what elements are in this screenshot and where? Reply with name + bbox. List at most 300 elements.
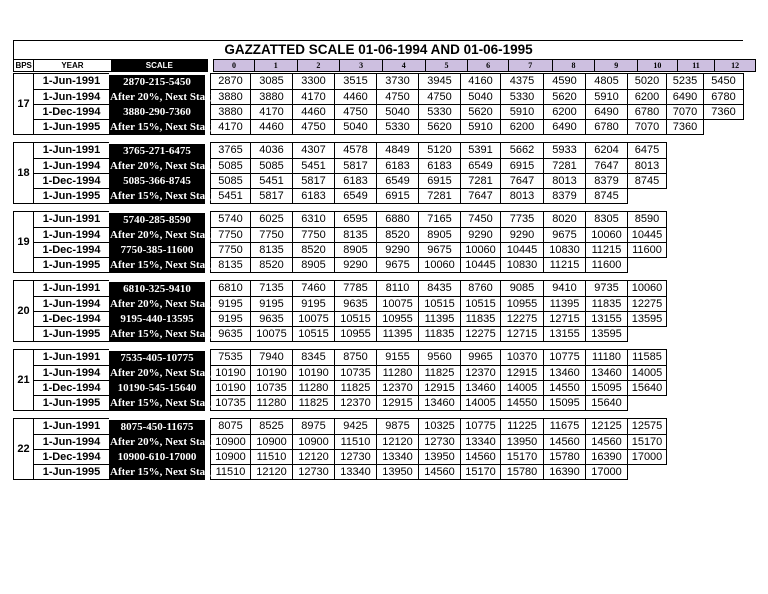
stage-value: 7281 <box>461 174 501 189</box>
empty-cell <box>704 435 744 450</box>
stage-value: 5040 <box>335 120 377 135</box>
stage-value: 10775 <box>544 350 586 366</box>
stage-value: 12275 <box>461 327 501 342</box>
table-row <box>14 297 744 312</box>
empty-cell <box>667 366 704 381</box>
stage-value: 13155 <box>586 312 628 327</box>
stage-value: 7360 <box>667 120 704 135</box>
stage-value: 4849 <box>377 143 419 159</box>
stage-value: 10955 <box>501 297 544 312</box>
stage-value: 4460 <box>293 105 335 120</box>
stage-value: 9155 <box>377 350 419 366</box>
stage-value: 6204 <box>586 143 628 159</box>
stage-value: 3515 <box>335 74 377 90</box>
header-stage-0: 0 <box>214 60 255 72</box>
empty-cell <box>704 120 744 135</box>
stage-value: 8013 <box>628 159 667 174</box>
stage-value: 6183 <box>293 189 335 204</box>
stage-value: 11215 <box>586 243 628 258</box>
table-row <box>14 228 744 243</box>
stage-value: 8905 <box>419 228 461 243</box>
stage-value: 14560 <box>419 465 461 480</box>
stage-value: 6915 <box>501 159 544 174</box>
header-stage-7: 7 <box>508 60 552 72</box>
bps-blocks <box>13 72 743 480</box>
bps-table <box>13 348 744 411</box>
stage-value: 6183 <box>377 159 419 174</box>
header-stage-10: 10 <box>638 60 678 72</box>
stage-value: 14550 <box>501 396 544 411</box>
stage-value: 4578 <box>335 143 377 159</box>
stage-value: 4590 <box>544 74 586 90</box>
stage-value: 12275 <box>628 297 667 312</box>
stage-value: 7450 <box>461 212 501 228</box>
stage-value: 12125 <box>586 419 628 435</box>
stage-value: 6025 <box>251 212 293 228</box>
stage-value: 6200 <box>544 105 586 120</box>
stage-value: 10190 <box>211 381 251 396</box>
stage-value: 8745 <box>586 189 628 204</box>
page-title: GAZZATTED SCALE 01-06-1994 AND 01-06-1995 <box>224 42 533 57</box>
scale-cell: 9195-440-13595 <box>110 312 205 327</box>
bps-table <box>13 141 744 204</box>
stage-value: 10060 <box>461 243 501 258</box>
empty-cell <box>667 212 704 228</box>
empty-cell <box>667 396 704 411</box>
stage-value: 8135 <box>251 243 293 258</box>
stage-value: 13460 <box>586 366 628 381</box>
stage-value: 16390 <box>586 450 628 465</box>
bps-block-22 <box>13 417 743 480</box>
stage-value: 10075 <box>377 297 419 312</box>
stage-value: 13950 <box>377 465 419 480</box>
table-row <box>14 174 744 189</box>
stage-value: 11825 <box>335 381 377 396</box>
stage-value: 6780 <box>628 105 667 120</box>
stage-value: 5817 <box>335 159 377 174</box>
stage-value: 10190 <box>211 366 251 381</box>
stage-value: 5040 <box>461 90 501 105</box>
scale-cell: 3880-290-7360 <box>110 105 205 120</box>
scale-cell: 10190-545-15640 <box>110 381 205 396</box>
header-year: YEAR <box>34 60 111 72</box>
year-cell: 1-Jun-1994 <box>34 228 110 243</box>
empty-cell <box>704 381 744 396</box>
stage-value: 7281 <box>419 189 461 204</box>
stage-value: 11585 <box>628 350 667 366</box>
stage-value: 15095 <box>544 396 586 411</box>
stage-value: 9635 <box>211 327 251 342</box>
scale-cell: 6810-325-9410 <box>110 281 205 297</box>
stage-value: 8525 <box>251 419 293 435</box>
table-row <box>14 435 744 450</box>
empty-cell <box>667 281 704 297</box>
stage-value: 4170 <box>211 120 251 135</box>
stage-value: 8975 <box>293 419 335 435</box>
stage-value: 6549 <box>377 174 419 189</box>
stage-value: 7785 <box>335 281 377 297</box>
header-stage-12: 12 <box>715 60 756 72</box>
table-row <box>14 120 744 135</box>
empty-cell <box>628 189 667 204</box>
stage-value: 2870 <box>211 74 251 90</box>
stage-value: 12120 <box>251 465 293 480</box>
stage-value: 9675 <box>544 228 586 243</box>
stage-value: 5391 <box>461 143 501 159</box>
stage-value: 6200 <box>501 120 544 135</box>
empty-cell <box>667 381 704 396</box>
stage-value: 8013 <box>544 174 586 189</box>
stage-value: 16390 <box>544 465 586 480</box>
stage-value: 10735 <box>335 366 377 381</box>
stage-value: 10515 <box>293 327 335 342</box>
stage-value: 6490 <box>667 90 704 105</box>
empty-cell <box>667 327 704 342</box>
stage-value: 3880 <box>251 90 293 105</box>
bps-block-18 <box>13 141 743 204</box>
stage-value: 5451 <box>211 189 251 204</box>
scale-cell: After 20%, Next Stage <box>110 366 216 379</box>
empty-cell <box>704 159 744 174</box>
scale-cell: 7535-405-10775 <box>110 350 205 366</box>
stage-value: 10060 <box>586 228 628 243</box>
stage-value: 4170 <box>293 90 335 105</box>
stage-value: 8590 <box>628 212 667 228</box>
stage-value: 5662 <box>501 143 544 159</box>
stage-value: 15170 <box>501 450 544 465</box>
table-row <box>14 281 744 297</box>
stage-value: 5817 <box>293 174 335 189</box>
stage-value: 5933 <box>544 143 586 159</box>
stage-value: 6549 <box>335 189 377 204</box>
stage-value: 5085 <box>211 159 251 174</box>
bps-block-21 <box>13 348 743 411</box>
empty-cell <box>704 465 744 480</box>
stage-value: 9290 <box>461 228 501 243</box>
stage-value: 7647 <box>586 159 628 174</box>
empty-cell <box>704 143 744 159</box>
table-row <box>14 189 744 204</box>
stage-value: 11180 <box>586 350 628 366</box>
stage-value: 4750 <box>335 105 377 120</box>
stage-value: 5330 <box>419 105 461 120</box>
stage-value: 5620 <box>419 120 461 135</box>
stage-value: 15640 <box>586 396 628 411</box>
bps-grade: 19 <box>14 212 34 273</box>
year-cell: 1-Jun-1995 <box>34 396 110 411</box>
empty-cell <box>704 419 744 435</box>
stage-value: 17000 <box>628 450 667 465</box>
scale-cell: After 20%, Next Stage <box>110 228 216 241</box>
empty-cell <box>704 189 744 204</box>
empty-cell <box>667 243 704 258</box>
year-cell: 1-Dec-1994 <box>34 174 110 189</box>
stage-value: 8110 <box>377 281 419 297</box>
bps-grade: 21 <box>14 350 34 411</box>
stage-value: 10735 <box>211 396 251 411</box>
stage-value: 4460 <box>251 120 293 135</box>
stage-value: 11600 <box>586 258 628 273</box>
stage-value: 5450 <box>704 74 744 90</box>
stage-value: 10900 <box>211 450 251 465</box>
empty-cell <box>628 465 667 480</box>
stage-value: 3085 <box>251 74 293 90</box>
scale-cell: 7750-385-11600 <box>110 243 205 258</box>
stage-value: 11280 <box>293 381 335 396</box>
stage-value: 4460 <box>335 90 377 105</box>
empty-cell <box>704 281 744 297</box>
stage-value: 13950 <box>419 450 461 465</box>
table-row <box>14 74 744 90</box>
header-stage-6: 6 <box>468 60 509 72</box>
scale-cell: 10900-610-17000 <box>110 450 205 465</box>
header-stage-8: 8 <box>552 60 595 72</box>
stage-value: 8520 <box>251 258 293 273</box>
year-cell: 1-Jun-1995 <box>34 189 110 204</box>
stage-value: 12730 <box>419 435 461 450</box>
stage-value: 6490 <box>586 105 628 120</box>
stage-value: 5910 <box>586 90 628 105</box>
stage-value: 12370 <box>461 366 501 381</box>
empty-cell <box>667 159 704 174</box>
stage-value: 5451 <box>251 174 293 189</box>
stage-value: 11395 <box>377 327 419 342</box>
empty-cell <box>667 174 704 189</box>
table-row <box>14 381 744 396</box>
stage-value: 6310 <box>293 212 335 228</box>
stage-value: 11835 <box>461 312 501 327</box>
stage-value: 9735 <box>586 281 628 297</box>
empty-cell <box>704 366 744 381</box>
header-stage-11: 11 <box>677 60 715 72</box>
table-row <box>14 396 744 411</box>
stage-value: 7750 <box>211 228 251 243</box>
stage-value: 8020 <box>544 212 586 228</box>
table-row <box>14 366 744 381</box>
stage-value: 14005 <box>628 366 667 381</box>
table-row <box>14 90 744 105</box>
stage-value: 15780 <box>544 450 586 465</box>
stage-value: 7750 <box>251 228 293 243</box>
stage-value: 10075 <box>251 327 293 342</box>
stage-value: 9195 <box>293 297 335 312</box>
stage-value: 6880 <box>377 212 419 228</box>
stage-value: 7070 <box>667 105 704 120</box>
empty-cell <box>667 450 704 465</box>
stage-value: 9195 <box>211 297 251 312</box>
stage-value: 6780 <box>704 90 744 105</box>
stage-value: 3730 <box>377 74 419 90</box>
stage-value: 7460 <box>293 281 335 297</box>
stage-value: 9195 <box>251 297 293 312</box>
stage-value: 11215 <box>544 258 586 273</box>
stage-value: 9675 <box>377 258 419 273</box>
year-cell: 1-Jun-1995 <box>34 465 110 480</box>
bps-table <box>13 210 744 273</box>
stage-value: 5040 <box>377 105 419 120</box>
stage-value: 6810 <box>211 281 251 297</box>
stage-value: 10900 <box>293 435 335 450</box>
scale-cell: After 20%, Next Stage <box>110 90 216 103</box>
stage-value: 7281 <box>544 159 586 174</box>
stage-value: 10325 <box>419 419 461 435</box>
empty-cell <box>628 327 667 342</box>
stage-value: 8905 <box>293 258 335 273</box>
bps-block-17 <box>13 72 743 135</box>
year-cell: 1-Dec-1994 <box>34 243 110 258</box>
stage-value: 9965 <box>461 350 501 366</box>
stage-value: 12715 <box>501 327 544 342</box>
stage-value: 10075 <box>293 312 335 327</box>
stage-value: 9635 <box>335 297 377 312</box>
year-cell: 1-Jun-1994 <box>34 159 110 174</box>
header-stage-3: 3 <box>340 60 383 72</box>
year-cell: 1-Dec-1994 <box>34 381 110 396</box>
stage-value: 12715 <box>544 312 586 327</box>
empty-cell <box>628 258 667 273</box>
scale-cell: After 15%, Next Stage <box>110 120 216 133</box>
empty-cell <box>704 258 744 273</box>
stage-value: 3880 <box>211 90 251 105</box>
stage-value: 9635 <box>251 312 293 327</box>
stage-value: 8760 <box>461 281 501 297</box>
stage-value: 12370 <box>377 381 419 396</box>
stage-value: 13460 <box>419 396 461 411</box>
year-cell: 1-Jun-1991 <box>34 212 110 228</box>
empty-cell <box>667 143 704 159</box>
stage-value: 17000 <box>586 465 628 480</box>
empty-cell <box>704 174 744 189</box>
stage-value: 13950 <box>501 435 544 450</box>
stage-value: 11280 <box>377 366 419 381</box>
header-table <box>13 59 756 72</box>
stage-value: 15170 <box>461 465 501 480</box>
bps-table <box>13 417 744 480</box>
stage-value: 5120 <box>419 143 461 159</box>
stage-value: 14560 <box>544 435 586 450</box>
scale-cell: After 20%, Next Stage <box>110 435 216 448</box>
stage-value: 3945 <box>419 74 461 90</box>
stage-value: 13340 <box>461 435 501 450</box>
stage-value: 14005 <box>501 381 544 396</box>
stage-value: 14550 <box>544 381 586 396</box>
stage-value: 9290 <box>335 258 377 273</box>
empty-cell <box>667 312 704 327</box>
table-row <box>14 243 744 258</box>
stage-value: 12915 <box>377 396 419 411</box>
stage-value: 13460 <box>461 381 501 396</box>
year-cell: 1-Jun-1991 <box>34 350 110 366</box>
title-row <box>13 40 743 59</box>
table-row <box>14 159 744 174</box>
stage-value: 10955 <box>377 312 419 327</box>
stage-value: 9410 <box>544 281 586 297</box>
header-scale: SCALE <box>111 60 208 72</box>
year-cell: 1-Jun-1995 <box>34 258 110 273</box>
stage-value: 9425 <box>335 419 377 435</box>
year-cell: 1-Dec-1994 <box>34 105 110 120</box>
stage-value: 9675 <box>419 243 461 258</box>
stage-value: 11280 <box>251 396 293 411</box>
stage-value: 11510 <box>335 435 377 450</box>
scale-cell: 3765-271-6475 <box>110 143 205 159</box>
empty-cell <box>704 297 744 312</box>
stage-value: 12275 <box>501 312 544 327</box>
bps-block-19 <box>13 210 743 273</box>
bps-table <box>13 72 744 135</box>
empty-cell <box>704 396 744 411</box>
header-stage-5: 5 <box>425 60 468 72</box>
table-row <box>14 143 744 159</box>
stage-value: 8520 <box>293 243 335 258</box>
stage-value: 5085 <box>251 159 293 174</box>
stage-value: 10515 <box>461 297 501 312</box>
stage-value: 10445 <box>628 228 667 243</box>
stage-value: 4750 <box>419 90 461 105</box>
stage-value: 13155 <box>544 327 586 342</box>
stage-value: 9875 <box>377 419 419 435</box>
stage-value: 4375 <box>501 74 544 90</box>
stage-value: 5910 <box>501 105 544 120</box>
scale-cell: After 15%, Next Stage <box>110 189 216 202</box>
stage-value: 9290 <box>501 228 544 243</box>
stage-value: 5330 <box>501 90 544 105</box>
stage-value: 8520 <box>377 228 419 243</box>
stage-value: 4170 <box>251 105 293 120</box>
stage-value: 6595 <box>335 212 377 228</box>
stage-value: 11600 <box>628 243 667 258</box>
stage-value: 10190 <box>251 366 293 381</box>
empty-cell <box>704 327 744 342</box>
stage-value: 5085 <box>211 174 251 189</box>
stage-value: 13460 <box>544 366 586 381</box>
scale-cell: After 15%, Next Stage <box>110 258 216 271</box>
stage-value: 7647 <box>501 174 544 189</box>
stage-value: 14560 <box>586 435 628 450</box>
stage-value: 11510 <box>211 465 251 480</box>
scale-cell: 5085-366-8745 <box>110 174 205 189</box>
table-row <box>14 465 744 480</box>
stage-value: 10445 <box>501 243 544 258</box>
stage-value: 7535 <box>211 350 251 366</box>
header-stage-9: 9 <box>595 60 638 72</box>
stage-value: 8379 <box>544 189 586 204</box>
stage-value: 10190 <box>293 366 335 381</box>
year-cell: 1-Jun-1991 <box>34 143 110 159</box>
stage-value: 9560 <box>419 350 461 366</box>
stage-value: 9085 <box>501 281 544 297</box>
stage-value: 8013 <box>501 189 544 204</box>
empty-cell <box>667 258 704 273</box>
stage-value: 9290 <box>377 243 419 258</box>
stage-value: 10900 <box>251 435 293 450</box>
stage-value: 13340 <box>377 450 419 465</box>
stage-value: 6915 <box>377 189 419 204</box>
stage-value: 6780 <box>586 120 628 135</box>
stage-value: 8345 <box>293 350 335 366</box>
bps-table <box>13 279 744 342</box>
stage-value: 11825 <box>419 366 461 381</box>
stage-value: 10955 <box>335 327 377 342</box>
stage-value: 7735 <box>501 212 544 228</box>
stage-value: 7070 <box>628 120 667 135</box>
stage-value: 5020 <box>628 74 667 90</box>
table-row <box>14 212 744 228</box>
bps-grade: 17 <box>14 74 34 135</box>
table-row <box>14 450 744 465</box>
stage-value: 12370 <box>335 396 377 411</box>
stage-value: 6490 <box>544 120 586 135</box>
